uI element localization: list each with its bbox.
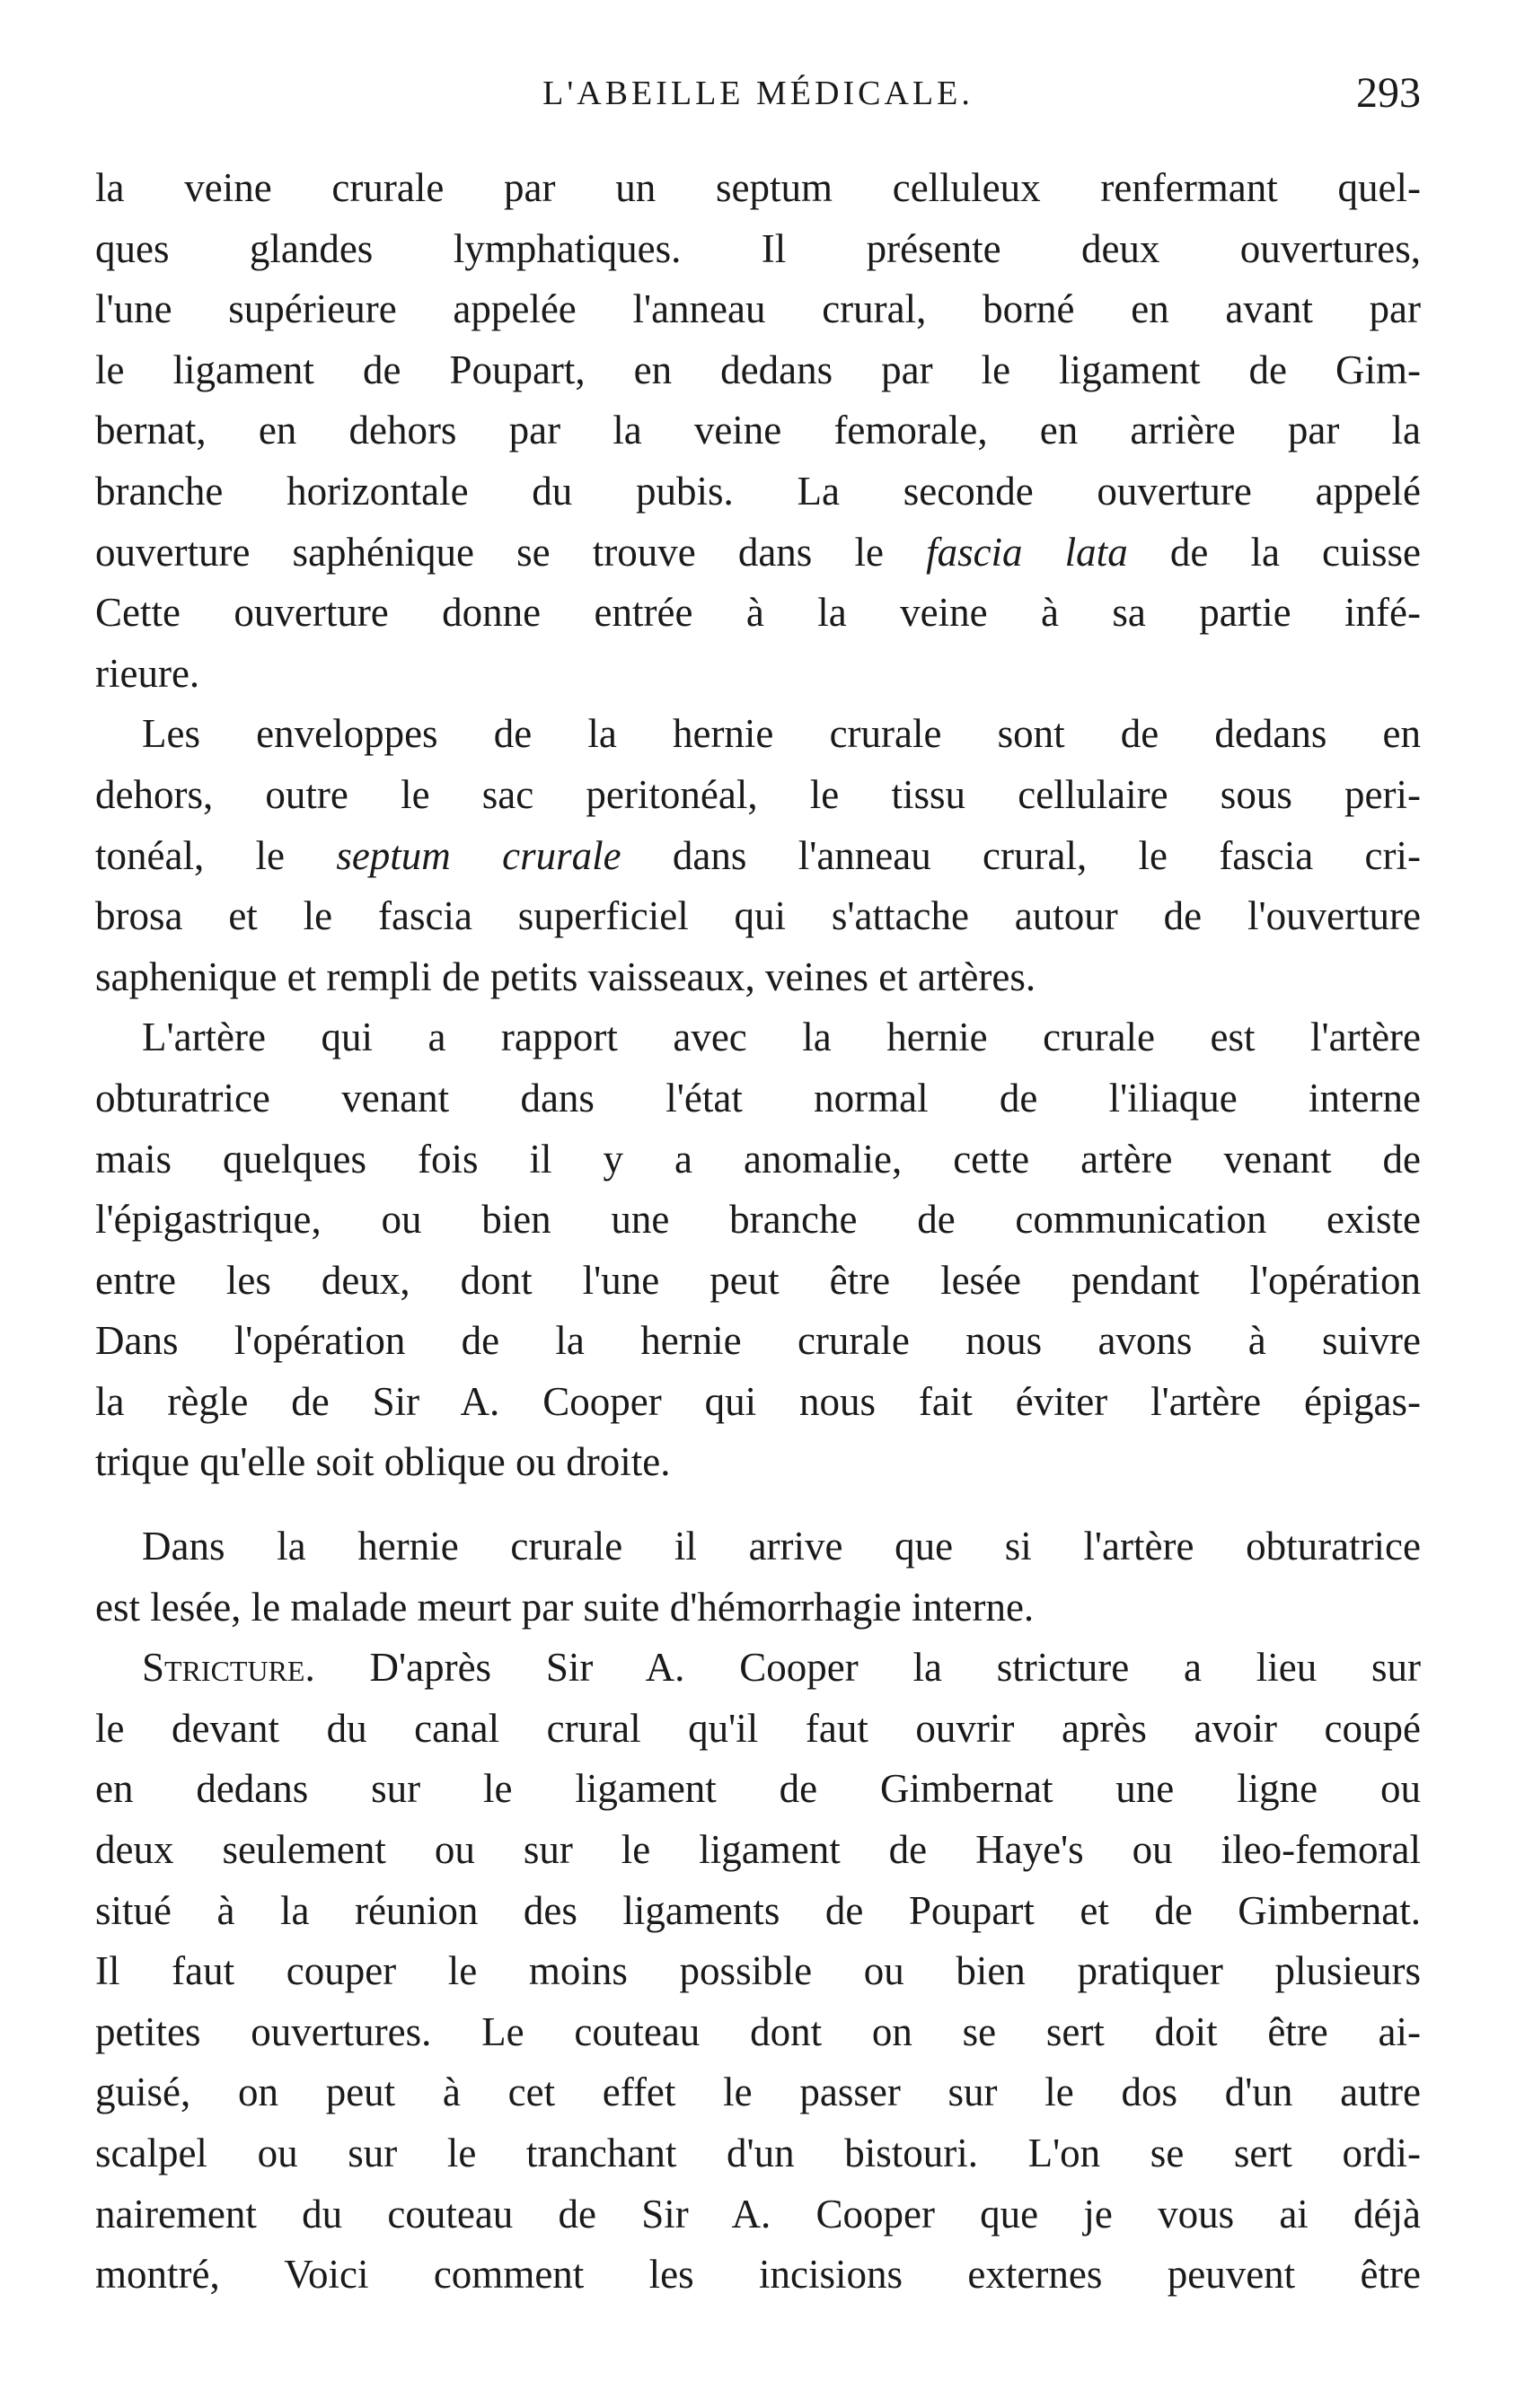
text-line: montré, Voici comment les incisions externes peuvent être — [95, 2252, 1421, 2298]
text-line: mais quelques fois il y a anomalie, cette artère venant de — [95, 1136, 1421, 1182]
paragraph — [95, 704, 1421, 1007]
text-line: la règle de Sir A. Cooper qui nous fait éviter l'artère épigas- — [95, 1378, 1421, 1424]
body-text — [95, 158, 1421, 2306]
text-line: est lesée, le malade meurt par suite d'hémorrhagie interne. — [95, 1584, 1035, 1630]
page-number: 293 — [1356, 69, 1421, 117]
text-line: en dedans sur le ligament de Gimbernat une ligne ou — [95, 1766, 1421, 1812]
text-segment: de la cuisse — [1127, 529, 1422, 575]
text-segment: D'après Sir A. Cooper la stricture a lieu sur — [314, 1645, 1421, 1691]
text-line: deux seulement ou sur le ligament de Haye's ou ileo-femoral — [95, 1827, 1421, 1873]
text-line: branche horizontale du pubis. La seconde ouverture appelé — [95, 468, 1421, 514]
text-line — [95, 523, 1421, 584]
text-line: saphenique et rempli de petits vaisseaux, veines et artères. — [95, 954, 1036, 999]
text-line: l'épigastrique, ou bien une branche de communication existe — [95, 1197, 1421, 1243]
text-line: rieure. — [95, 650, 200, 696]
text-line: la veine crurale par un septum celluleux renfermant quel- — [95, 165, 1421, 210]
paragraph — [95, 1516, 1421, 1638]
text-segment: tonéal, le — [95, 832, 337, 878]
text-line: entre les deux, dont l'une peut être lesée pendant l'opération — [95, 1257, 1421, 1303]
paragraph — [95, 1638, 1421, 2306]
text-line: le ligament de Poupart, en dedans par le ligament de Gim- — [95, 347, 1421, 392]
text-line: brosa et le fascia superficiel qui s'attache autour de l'ouverture — [95, 893, 1421, 939]
text-segment: ouverture saphénique se trouve dans le — [95, 529, 927, 575]
text-line — [95, 826, 1421, 887]
text-line: L'artère qui a rapport avec la hernie crurale est l'artère — [142, 1015, 1421, 1060]
section-heading: Stricture. — [142, 1645, 315, 1691]
paragraph — [95, 1007, 1421, 1493]
text-segment: dans l'anneau crural, le fascia cri- — [621, 832, 1421, 878]
text-line — [95, 1638, 1421, 1699]
text-line: petites ouvertures. Le couteau dont on se sert doit être ai- — [95, 2008, 1421, 2054]
text-line: guisé, on peut à cet effet le passer sur le dos d'un autre — [95, 2070, 1421, 2115]
text-line: Cette ouverture donne entrée à la veine à sa partie infé- — [95, 590, 1421, 636]
text-line: bernat, en dehors par la veine femorale, en arrière par la — [95, 408, 1421, 453]
text-line: le devant du canal crural qu'il faut ouvrir après avoir coupé — [95, 1705, 1421, 1751]
text-line: Il faut couper le moins possible ou bien pratiquer plusieurs — [95, 1948, 1421, 1994]
italic-term: fascia lata — [926, 529, 1128, 575]
text-line: ques glandes lymphatiques. Il présente deux ouvertures, — [95, 225, 1421, 271]
text-line: trique qu'elle soit oblique ou droite. — [95, 1439, 671, 1485]
text-line: dehors, outre le sac peritonéal, le tissu cellulaire sous peri- — [95, 771, 1421, 817]
italic-term: septum crurale — [336, 832, 621, 878]
text-line: obturatrice venant dans l'état normal de l'iliaque interne — [95, 1075, 1421, 1121]
text-line: situé à la réunion des ligaments de Poupart et de Gimbernat. — [95, 1887, 1421, 1933]
text-line: Dans la hernie crurale il arrive que si l'artère obturatrice — [142, 1524, 1421, 1569]
paragraph — [95, 158, 1421, 704]
running-title: L'ABEILLE MÉDICALE. — [542, 75, 974, 112]
text-line: l'une supérieure appelée l'anneau crural, borné en avant par — [95, 286, 1421, 332]
text-line: scalpel ou sur le tranchant d'un bistouri. L'on se sert ordi- — [95, 2131, 1421, 2175]
text-line: nairement du couteau de Sir A. Cooper que je vous ai déjà — [95, 2191, 1421, 2237]
text-line: Dans l'opération de la hernie crurale nous avons à suivre — [95, 1318, 1421, 1364]
page-header — [95, 69, 1421, 127]
text-line: Les enveloppes de la hernie crurale sont de dedans en — [142, 711, 1421, 757]
paragraph-gap — [95, 1493, 1421, 1516]
